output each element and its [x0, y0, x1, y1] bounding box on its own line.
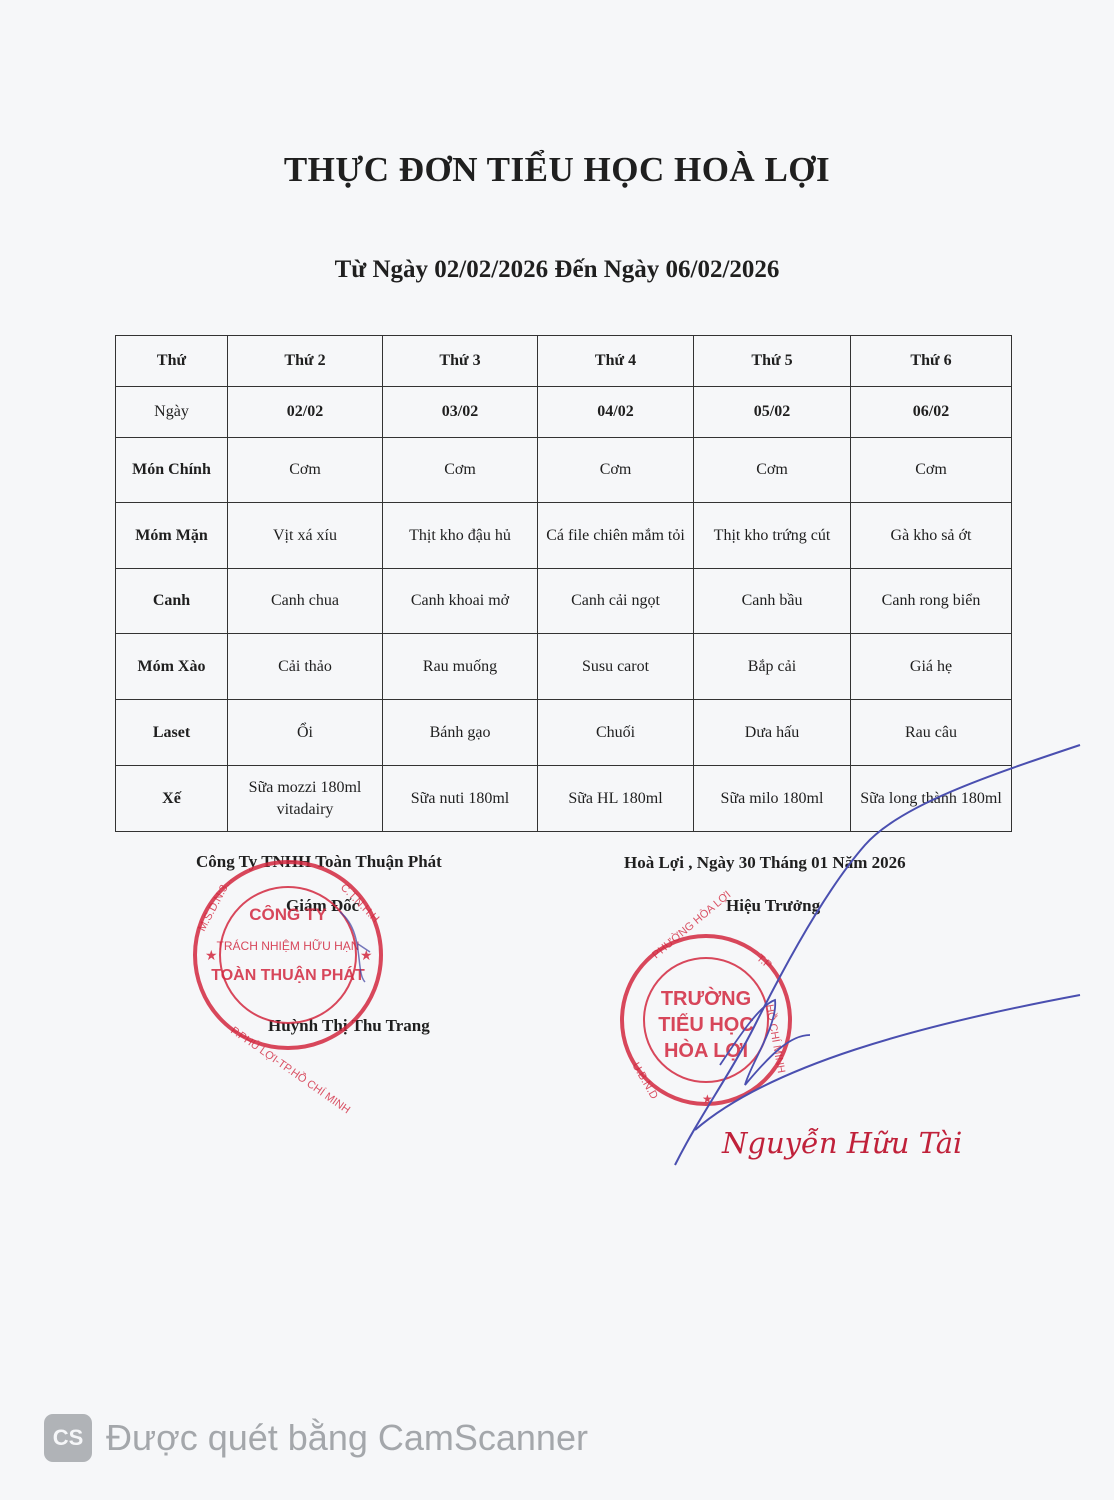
menu-cell: Cơm [383, 438, 538, 503]
svg-text:U.B.N.D: U.B.N.D [629, 1060, 660, 1102]
watermark-text: Được quét bằng CamScanner [106, 1417, 588, 1458]
company-stamp [190, 852, 390, 1117]
menu-cell: Sữa long thành 180ml [851, 766, 1012, 832]
menu-cell: Bắp cải [694, 634, 851, 700]
menu-cell: Bánh gạo [383, 700, 538, 766]
svg-text:HÒA LỢI: HÒA LỢI [663, 1040, 749, 1062]
menu-cell: Dưa hấu [694, 700, 851, 766]
camscanner-logo-icon: CS [44, 1414, 92, 1462]
menu-cell: Canh rong biển [851, 569, 1012, 634]
table-row [116, 503, 1012, 569]
menu-cell: Cơm [694, 438, 851, 503]
menu-cell: Cơm [851, 438, 1012, 503]
menu-cell: Sữa HL 180ml [538, 766, 694, 832]
row-label: Xế [116, 766, 228, 832]
table-row [116, 336, 1012, 387]
director-title: Giám Đốc [286, 896, 360, 915]
principal-title: Hiệu Trưởng [726, 896, 821, 915]
place-and-date: Hoà Lợi , Ngày 30 Tháng 01 Năm 2026 [624, 853, 906, 872]
menu-cell: Cơm [538, 438, 694, 503]
menu-cell: Canh khoai mở [383, 569, 538, 634]
weekday-cell: Thứ 4 [538, 336, 694, 387]
svg-text:HỒ CHÍ MINH: HỒ CHÍ MINH [763, 1003, 787, 1075]
row-label: Món Chính [116, 438, 228, 503]
company-name: Công Ty TNHH Toàn Thuận Phát [196, 852, 442, 871]
date-cell: 04/02 [538, 387, 694, 438]
menu-cell: Chuối [538, 700, 694, 766]
menu-cell: Ổi [228, 700, 383, 766]
table-row [116, 438, 1012, 503]
svg-text:C.T.N.H.H: C.T.N.H.H [337, 881, 382, 926]
menu-cell: Sữa nuti 180ml [383, 766, 538, 832]
svg-text:T.P: T.P [754, 952, 774, 972]
svg-text:TOÀN THUẬN PHÁT: TOÀN THUẬN PHÁT [211, 967, 365, 984]
menu-cell: Canh bầu [694, 569, 851, 634]
menu-cell: Giá hẹ [851, 634, 1012, 700]
table-row [116, 387, 1012, 438]
table-row [116, 569, 1012, 634]
menu-cell: Canh cải ngọt [538, 569, 694, 634]
principal-signature [660, 735, 1110, 1175]
row-label: Ngày [116, 387, 228, 438]
svg-text:M.S.D.N:3...: M.S.D.N:3... [196, 874, 235, 934]
svg-text:★: ★ [702, 1092, 713, 1106]
menu-cell: Vịt xá xíu [228, 503, 383, 569]
weekday-cell: Thứ 2 [228, 336, 383, 387]
svg-text:TIỂU HỌC: TIỂU HỌC [658, 1014, 754, 1036]
weekday-cell: Thứ 5 [694, 336, 851, 387]
menu-cell: Susu carot [538, 634, 694, 700]
svg-text:PHƯỜNG HÒA LỢI: PHƯỜNG HÒA LỢI [650, 888, 734, 962]
date-cell: 05/02 [694, 387, 851, 438]
row-label: Móm Xào [116, 634, 228, 700]
table-row [116, 634, 1012, 700]
menu-cell: Cá file chiên mắm tỏi [538, 503, 694, 569]
weekday-cell: Thứ 3 [383, 336, 538, 387]
svg-text:P.PHÚ LỢI-TP.HỒ CHÍ MINH: P.PHÚ LỢI-TP.HỒ CHÍ MINH [228, 1024, 353, 1117]
principal-name: Nguyễn Hữu Tài [722, 1126, 963, 1160]
menu-cell: Sữa milo 180ml [694, 766, 851, 832]
svg-text:★: ★ [205, 947, 218, 963]
date-cell: 03/02 [383, 387, 538, 438]
camscanner-watermark [44, 1414, 588, 1462]
date-range-subtitle: Từ Ngày 02/02/2026 Đến Ngày 06/02/2026 [334, 256, 780, 283]
svg-text:CÔNG TY: CÔNG TY [249, 905, 327, 924]
menu-cell: Gà kho sả ớt [851, 503, 1012, 569]
menu-cell: Sữa mozzi 180ml vitadairy [228, 766, 383, 832]
director-name: Huỳnh Thị Thu Trang [268, 1016, 430, 1035]
row-label: Thứ [116, 336, 228, 387]
menu-cell: Thịt kho đậu hủ [383, 503, 538, 569]
menu-cell: Cải thảo [228, 634, 383, 700]
menu-cell: Rau muống [383, 634, 538, 700]
row-label: Canh [116, 569, 228, 634]
menu-cell: Cơm [228, 438, 383, 503]
svg-text:TRƯỜNG: TRƯỜNG [660, 988, 752, 1010]
weekday-cell: Thứ 6 [851, 336, 1012, 387]
menu-cell: Thịt kho trứng cút [694, 503, 851, 569]
svg-text:TRÁCH NHIỆM HỮU HẠN: TRÁCH NHIỆM HỮU HẠN [216, 939, 360, 953]
row-label: Laset [116, 700, 228, 766]
menu-cell: Canh chua [228, 569, 383, 634]
document-title: THỰC ĐƠN TIỂU HỌC HOÀ LỢI [283, 150, 831, 189]
row-label: Móm Mặn [116, 503, 228, 569]
svg-text:★: ★ [360, 947, 373, 963]
date-cell: 06/02 [851, 387, 1012, 438]
date-cell: 02/02 [228, 387, 383, 438]
menu-cell: Rau câu [851, 700, 1012, 766]
